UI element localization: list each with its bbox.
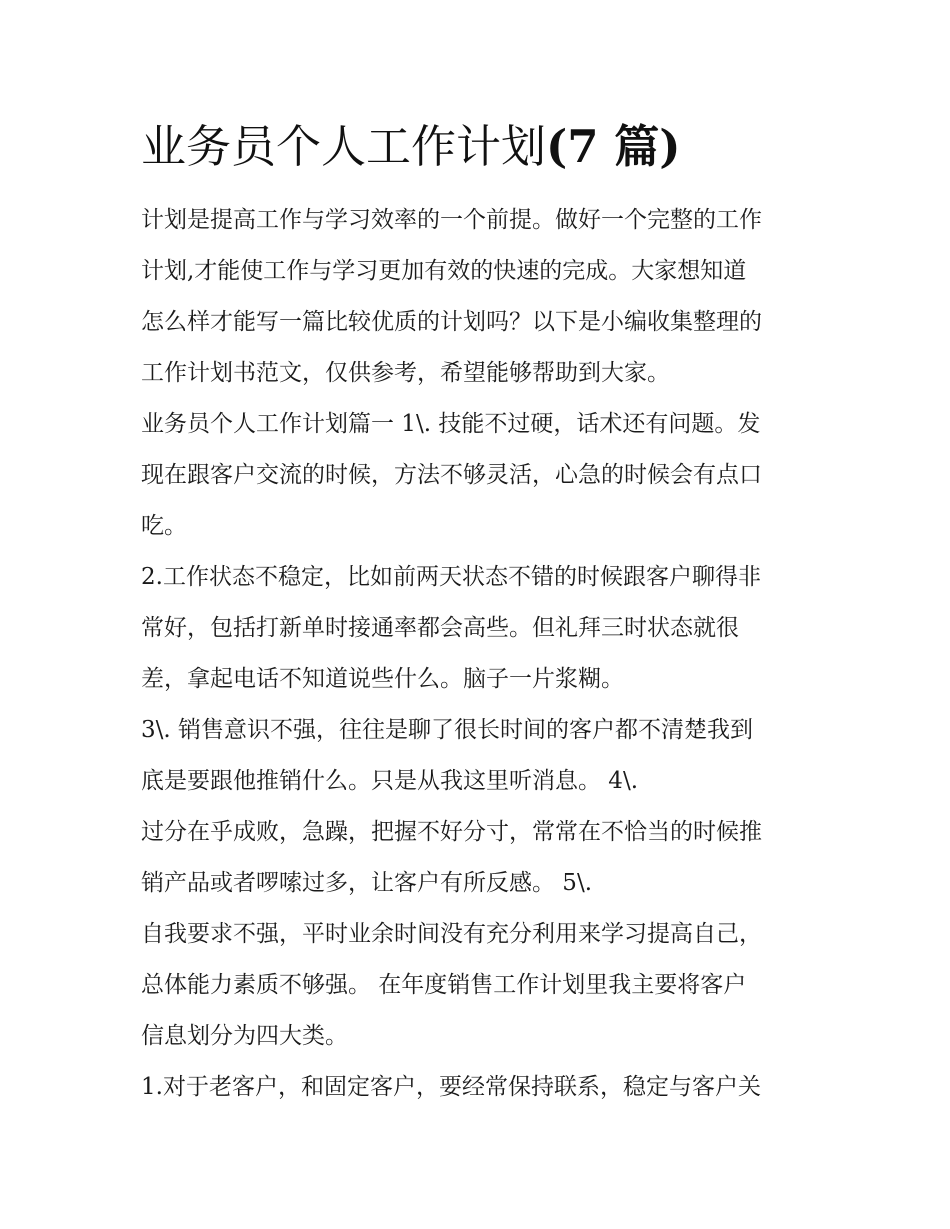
text-line: 计划,才能使工作与学习更加有效的快速的完成。大家想知道	[141, 258, 747, 284]
text-line: 业务员个人工作计划篇一 1\. 技能不过硬，话术还有问题。发	[141, 411, 761, 437]
document-title-suffix: (7 篇)	[546, 120, 681, 173]
text-line: 销产品或者啰嗦过多，让客户有所反感。 5\.	[141, 870, 593, 896]
text-line: 信息划分为四大类。	[141, 1023, 348, 1049]
text-line: 差，拿起电话不知道说些什么。脑子一片浆糊。	[141, 666, 624, 692]
text-line: 计划是提高工作与学习效率的一个前提。做好一个完整的工作	[141, 207, 762, 233]
text-line: 总体能力素质不够强。 在年度销售工作计划里我主要将客户	[141, 972, 747, 998]
text-line: 过分在乎成败，急躁，把握不好分寸，常常在不恰当的时候推	[141, 819, 762, 845]
text-line: 自我要求不强，平时业余时间没有充分利用来学习提高自己，	[141, 921, 762, 947]
document-title-main: 业务员个人工作计划	[141, 120, 547, 173]
document-title	[141, 116, 681, 178]
text-line: 2.工作状态不稳定，比如前两天状态不错的时候跟客户聊得非	[141, 564, 761, 590]
document-body	[141, 195, 813, 1113]
text-line: 底是要跟他推销什么。只是从我这里听消息。 4\.	[141, 768, 639, 794]
text-line: 3\. 销售意识不强，往往是聊了很长时间的客户都不清楚我到	[141, 717, 754, 743]
text-line: 1.对于老客户，和固定客户，要经常保持联系，稳定与客户关	[141, 1074, 761, 1100]
text-line: 怎么样才能写一篇比较优质的计划吗？以下是小编收集整理的	[141, 309, 762, 335]
text-line: 工作计划书范文，仅供参考，希望能够帮助到大家。	[141, 360, 670, 386]
text-line: 常好，包括打新单时接通率都会高些。但礼拜三时状态就很	[141, 615, 739, 641]
text-line: 现在跟客户交流的时候，方法不够灵活，心急的时候会有点口	[141, 462, 762, 488]
text-line: 吃。	[141, 513, 187, 539]
